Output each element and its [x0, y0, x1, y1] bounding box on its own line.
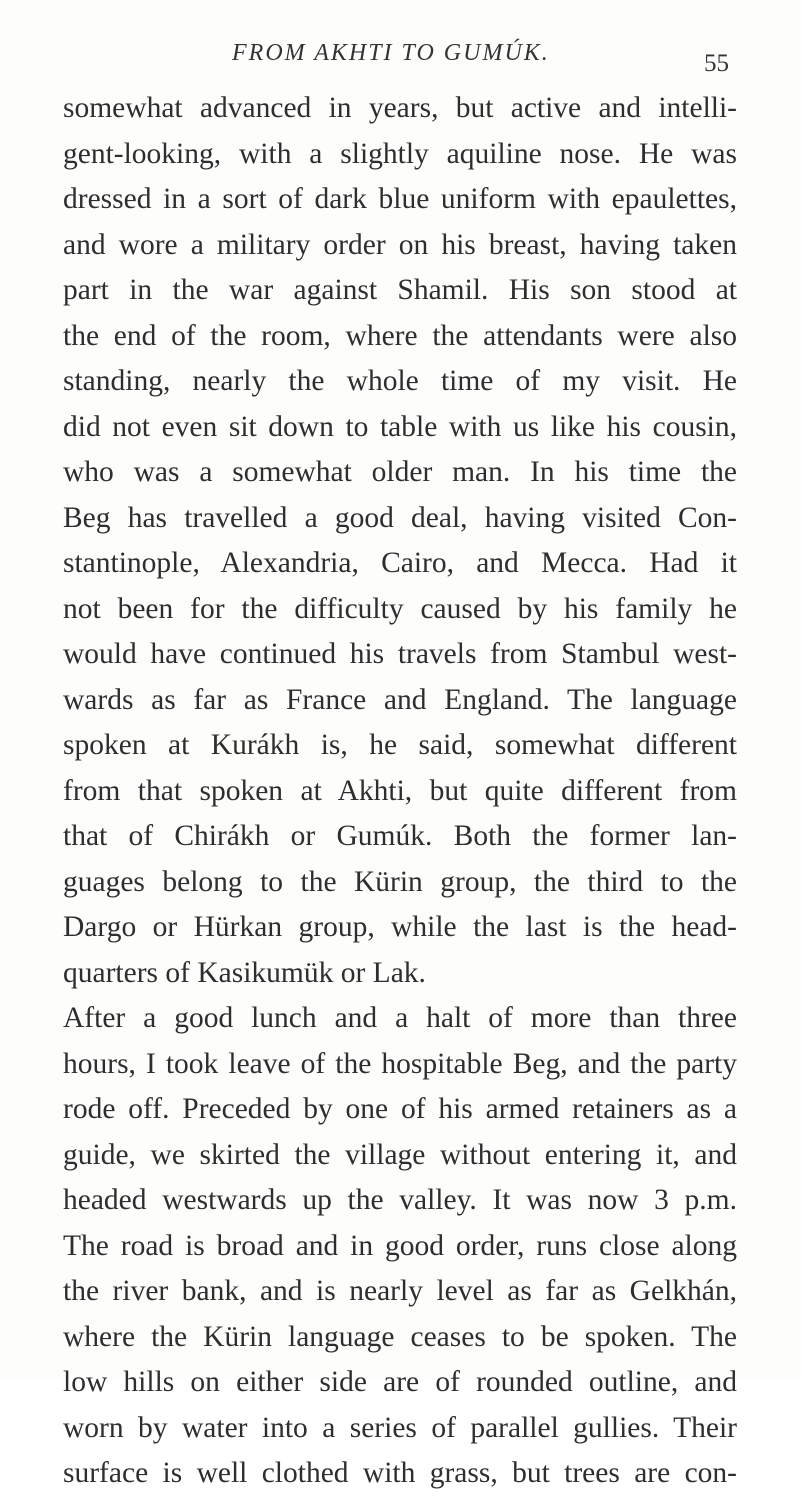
- running-title: FROM AKHTI TO GUMÚK.: [232, 40, 550, 66]
- body-text: [63, 86, 737, 1497]
- running-head: [0, 40, 801, 80]
- text-line: Beg has travelled a good deal, having visited Con-: [63, 501, 737, 534]
- text-line: that of Chirákh or Gumúk. Both the former lan-: [63, 820, 737, 852]
- text-line: who was a somewhat older man. In his time the: [63, 456, 737, 488]
- text-line: rode off. Preceded by one of his armed retainers as a: [63, 1093, 737, 1125]
- text-line: The road is broad and in good order, runs close along: [63, 1229, 737, 1262]
- text-line: surface is well clothed with grass, but trees are con-: [63, 1457, 737, 1489]
- text-line: from that spoken at Akhti, but quite different from: [63, 774, 737, 807]
- text-line: gent-looking, with a slightly aquiline nose. He was: [63, 137, 737, 170]
- text-line: hours, I took leave of the hospitable Beg, and the party: [63, 1047, 737, 1080]
- text-line: spoken at Kurákh is, he said, somewhat different: [63, 729, 737, 761]
- text-line: the river bank, and is nearly level as far as Gelkhán,: [63, 1275, 737, 1307]
- text-line: the end of the room, where the attendants were also: [63, 319, 737, 352]
- text-line: wards as far as France and England. The language: [63, 683, 737, 716]
- text-line: part in the war against Shamil. His son stood at: [63, 274, 737, 306]
- text-line: guages belong to the Kürin group, the third to the: [63, 865, 737, 898]
- text-line: headed westwards up the valley. It was now 3 p.m.: [63, 1184, 737, 1216]
- text-line: not been for the difficulty caused by his family he: [63, 592, 737, 625]
- text-line: dressed in a sort of dark blue uniform with epaulettes,: [63, 183, 737, 215]
- text-line: stantinople, Alexandria, Cairo, and Mecca. Had it: [63, 547, 737, 579]
- text-line: and wore a military order on his breast, having taken: [63, 228, 737, 261]
- text-line: somewhat advanced in years, but active and intelli-: [63, 92, 737, 124]
- text-line: worn by water into a series of parallel gullies. Their: [63, 1411, 737, 1444]
- text-line: guide, we skirted the village without entering it, and: [63, 1138, 737, 1171]
- paragraph-start-line: After a good lunch and a halt of more than three: [63, 1002, 737, 1034]
- page-number: 55: [704, 50, 729, 77]
- text-line: would have continued his travels from Stambul west-: [63, 638, 737, 670]
- text-line: where the Kürin language ceases to be spoken. The: [63, 1320, 737, 1353]
- text-line: low hills on either side are of rounded outline, and: [63, 1366, 737, 1398]
- text-line: standing, nearly the whole time of my visit. He: [63, 365, 737, 397]
- paragraph-end-line: quarters of Kasikumük or Lak.: [63, 956, 426, 989]
- text-line: Dargo or Hürkan group, while the last is the head-: [63, 911, 737, 943]
- text-line: did not even sit down to table with us like his cousin,: [63, 410, 737, 443]
